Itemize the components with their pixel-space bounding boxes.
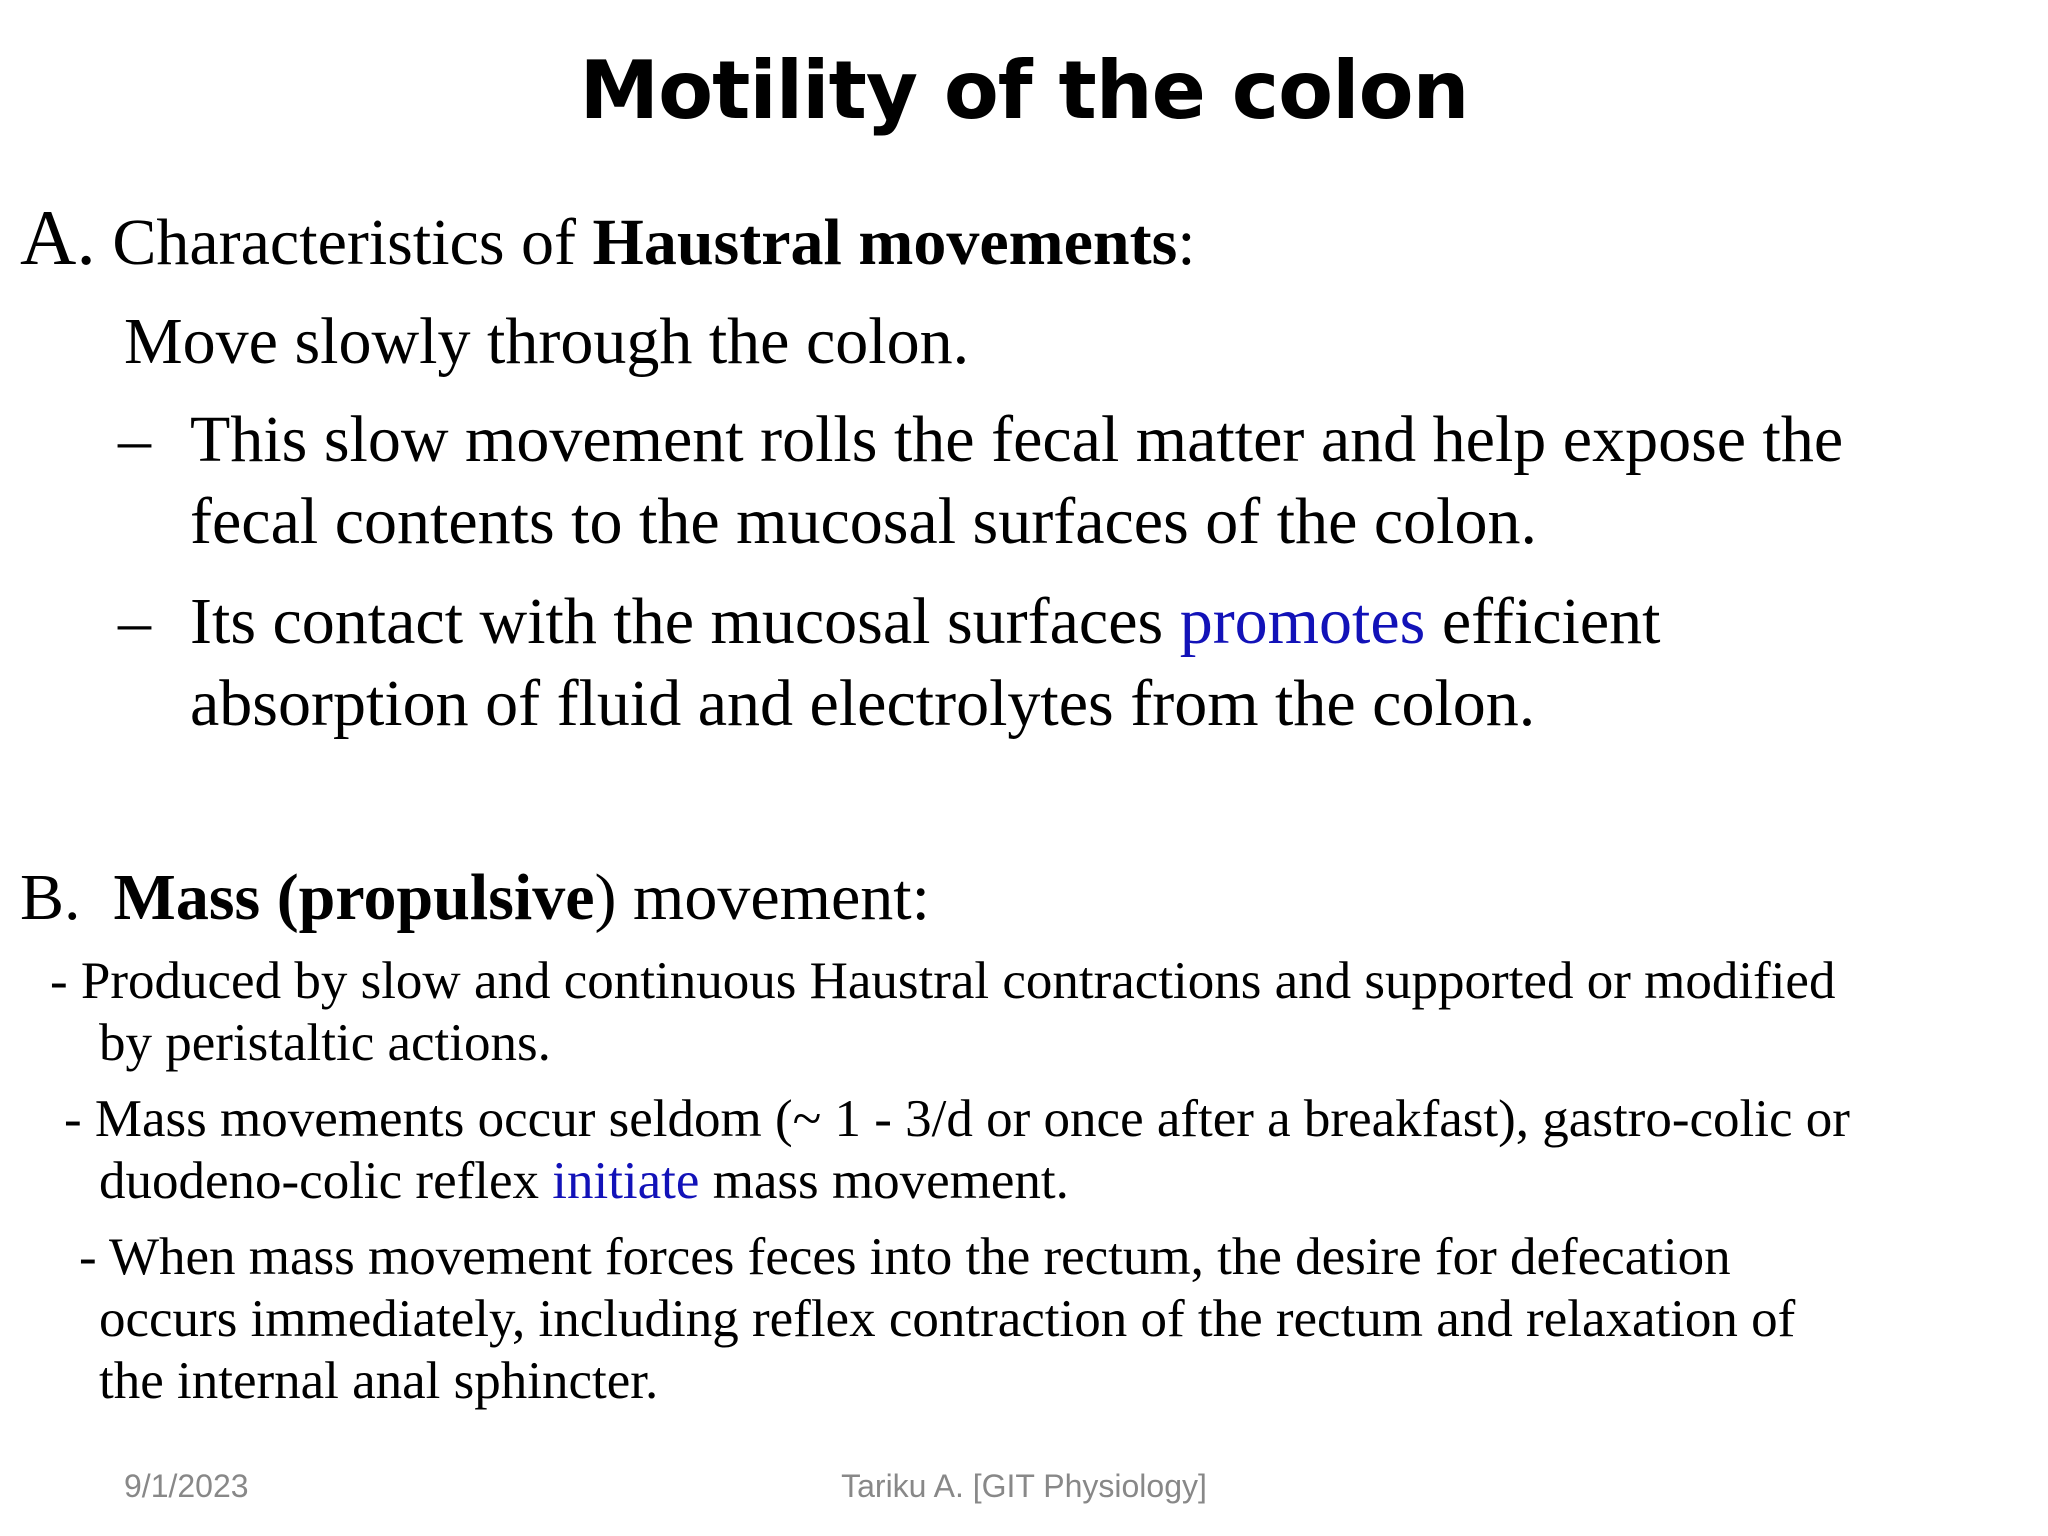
- section-b-heading: [20, 858, 930, 938]
- highlight-promotes: promotes: [1179, 585, 1426, 658]
- footer-author: Tariku A. [GIT Physiology]: [841, 1468, 1207, 1504]
- section-a-heading-bold: Haustral movements: [592, 206, 1178, 279]
- section-a-bullet-1-line-1: This slow movement rolls the fecal matter and help expose the: [190, 403, 1844, 476]
- section-b-point-2-line-1: - Mass movements occur seldom (~ 1 - 3/d or once after a breakfast), gastro-colic or: [64, 1090, 1850, 1148]
- section-a-heading: [20, 194, 1196, 283]
- bullet-2-text-after: efficient: [1425, 585, 1661, 658]
- section-b-heading-bold: Mass (propulsive: [113, 861, 595, 934]
- section-b-letter: B.: [20, 861, 81, 934]
- bullet-dash-2: –: [118, 585, 151, 658]
- bullet-2-text-before: Its contact with the mucosal surfaces: [190, 585, 1180, 658]
- highlight-initiate: initiate: [552, 1152, 700, 1210]
- section-b-point-3-line-1: - When mass movement forces feces into the rectum, the desire for defecation: [79, 1228, 1731, 1286]
- section-a-bullet-2-line-1: [190, 582, 1661, 662]
- section-a-heading-prefix: Characteristics of: [112, 206, 593, 279]
- footer-date: 9/1/2023: [124, 1468, 249, 1504]
- point-2-text-after: mass movement.: [699, 1152, 1069, 1210]
- section-a-bullet-1-line-2: fecal contents to the mucosal surfaces of the colon.: [190, 485, 1538, 558]
- slide-title: Motility of the colon: [579, 44, 1469, 137]
- section-b-point-3-line-2: occurs immediately, including reflex contraction of the rectum and relaxation of: [99, 1290, 1796, 1348]
- section-a-heading-suffix: :: [1177, 206, 1196, 279]
- bullet-dash-1: –: [118, 403, 151, 476]
- section-b-heading-rest: ) movement:: [594, 861, 930, 934]
- section-b-point-1-line-2: by peristaltic actions.: [99, 1014, 551, 1072]
- section-b-point-3-line-3: the internal anal sphincter.: [99, 1352, 659, 1410]
- section-a-letter: A.: [20, 194, 96, 281]
- section-b-point-2-line-2: [99, 1150, 1069, 1212]
- section-b-point-1-line-1: - Produced by slow and continuous Haustral contractions and supported or modified: [50, 952, 1836, 1010]
- section-a-bullet-2-line-2: absorption of fluid and electrolytes from the colon.: [190, 667, 1536, 740]
- section-a-intro: Move slowly through the colon.: [124, 305, 970, 378]
- point-2-text-before: duodeno-colic reflex: [99, 1152, 553, 1210]
